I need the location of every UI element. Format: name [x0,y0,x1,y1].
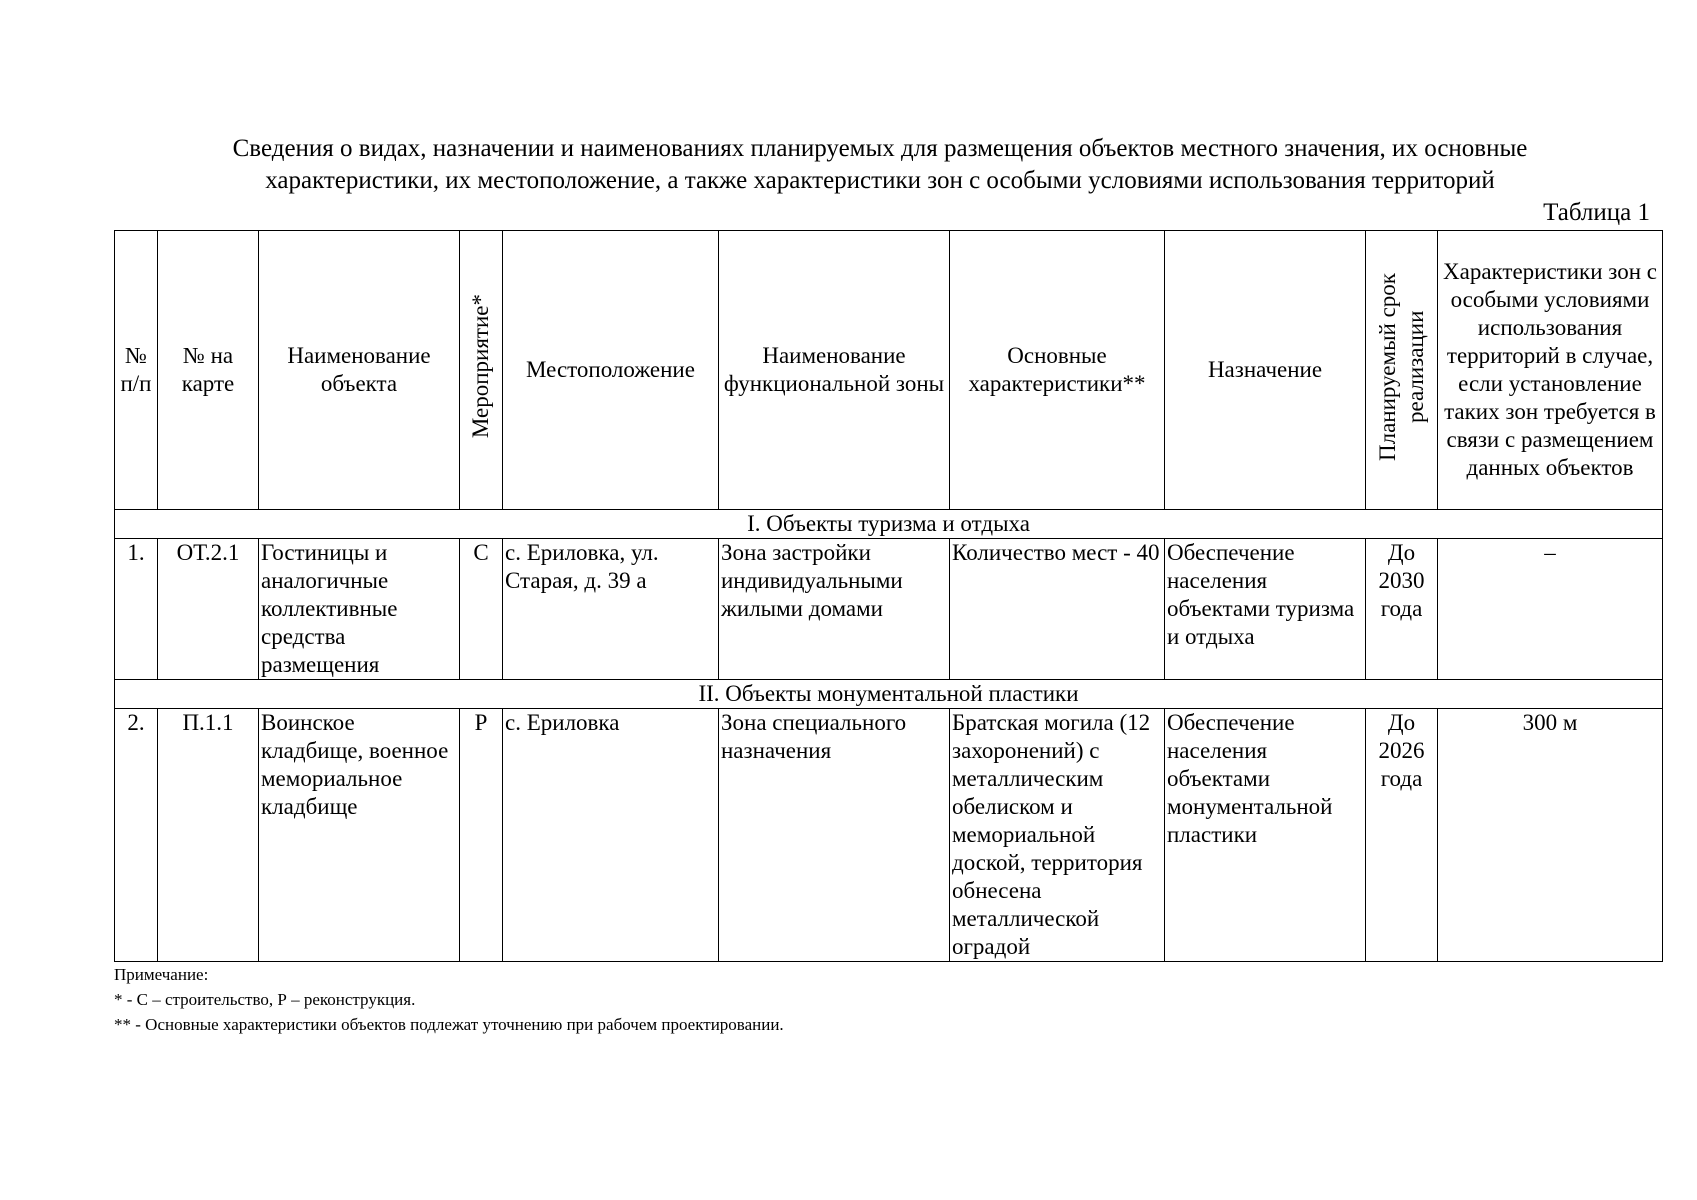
cell-map-num: ОТ.2.1 [158,539,259,680]
table-row [115,539,1663,680]
section-title-2: II. Объекты монументальной пластики [115,680,1663,709]
header-measure-cell [460,231,503,510]
cell-zone-name: Зона специального назначения [719,709,950,962]
header-row [115,231,1663,510]
cell-num: 2. [115,709,158,962]
notes [114,962,784,1037]
cell-object-name: Воинское кладбище, военное мемориальное кладбище [259,709,460,962]
note-line-2: ** - Основные характеристики объектов подлежат уточнению при рабочем проектировании. [114,1015,784,1034]
header-zone-characteristics: Характеристики зон с особыми условиями использования территорий в случае, если установление таких зон требуется в связи с размещением данных объектов [1438,231,1663,510]
page-title [100,133,1660,197]
notes-heading: Примечание: [114,965,209,984]
header-num: № п/п [115,231,158,510]
cell-zone-characteristics: – [1438,539,1663,680]
header-measure: Мероприятие* [468,294,493,439]
cell-term: До 2030 года [1366,539,1438,680]
header-term-cell [1366,231,1438,510]
cell-characteristics: Братская могила (12 захоронений) с металлическим обелиском и мемориальной доской, территория обнесена металлической оградой [950,709,1165,962]
cell-measure: Р [460,709,503,962]
header-map-num: № на карте [158,231,259,510]
header-purpose: Назначение [1165,231,1366,510]
cell-zone-name: Зона застройки индивидуальными жилыми домами [719,539,950,680]
cell-purpose: Обеспечение населения объектами монументальной пластики [1165,709,1366,962]
cell-measure: С [460,539,503,680]
section-row-1 [115,510,1663,539]
header-characteristics: Основные характеристики** [950,231,1165,510]
cell-location: с. Ериловка, ул. Старая, д. 39 а [503,539,719,680]
note-line-1: * - С – строительство, Р – реконструкция. [114,990,416,1009]
title-line-1: Сведения о видах, назначении и наименованиях планируемых для размещения объектов местного значения, их основные [232,135,1528,162]
table-row [115,709,1663,962]
planned-objects-table [114,230,1663,962]
cell-num: 1. [115,539,158,680]
cell-characteristics: Количество мест - 40 [950,539,1165,680]
cell-object-name: Гостиницы и аналогичные коллективные средства размещения [259,539,460,680]
header-object-name: Наименование объекта [259,231,460,510]
cell-map-num: П.1.1 [158,709,259,962]
table-number: Таблица 1 [1543,199,1650,226]
cell-term: До 2026 года [1366,709,1438,962]
section-row-2 [115,680,1663,709]
section-title-1: I. Объекты туризма и отдыха [115,510,1663,539]
header-location: Местоположение [503,231,719,510]
header-zone-name: Наименование функциональной зоны [719,231,950,510]
header-term: Планируемый срок реализации [1374,272,1428,461]
title-line-2: характеристики, их местоположение, а также характеристики зон с особыми условиями использования территорий [265,167,1495,194]
cell-zone-characteristics: 300 м [1438,709,1663,962]
cell-location: с. Ериловка [503,709,719,962]
cell-purpose: Обеспечение населения объектами туризма и отдыха [1165,539,1366,680]
